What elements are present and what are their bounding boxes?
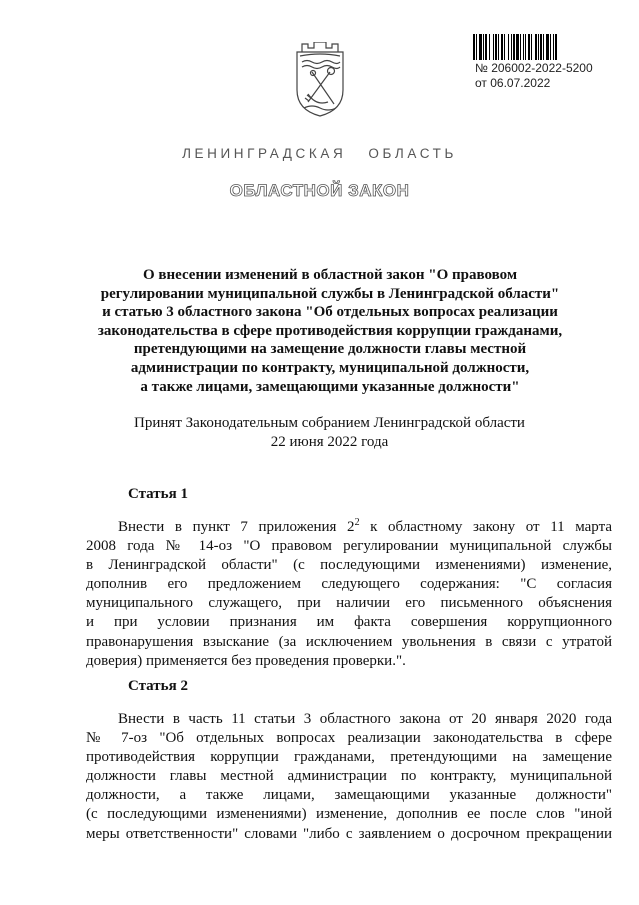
law-title-line: а также лицами, замещающими указанные должности" <box>140 378 520 395</box>
barcode <box>473 34 618 60</box>
law-title-line: законодательства в сфере противодействия коррупции гражданами, <box>97 322 563 339</box>
article-2-text <box>86 710 612 844</box>
text-fragment: к областному закону от 11 марта <box>359 519 613 535</box>
registration-number: № 206002-2022-5200 <box>475 61 593 75</box>
adoption-note <box>0 414 639 452</box>
law-title-line: регулировании муниципальной службы в Ленинградской области" <box>100 285 560 302</box>
paragraph-line: № 7-оз "Об отдельных вопросах реализации законодательства в сфере <box>86 730 612 747</box>
document-type: ОБЛАСТНОЙ ЗАКОН <box>229 181 410 200</box>
paragraph-line: 2008 года № 14-оз "О правовом регулировании муниципальной службы <box>86 538 612 555</box>
paragraph-line: противодействия коррупции гражданами, претендующими на замещение <box>86 749 612 766</box>
paragraph-line: дополнив его предложением следующего содержания: "С согласия <box>86 576 612 593</box>
article-1-heading: Статья 1 <box>128 486 188 502</box>
law-title-line: претендующими на замещение должности главы местной <box>133 341 527 358</box>
article-2-heading: Статья 2 <box>128 678 188 694</box>
region-name: ЛЕНИНГРАДСКАЯ ОБЛАСТЬ <box>182 146 457 161</box>
adoption-date: 22 июня 2022 года <box>270 434 389 450</box>
barcode-bar <box>557 34 558 60</box>
superscript: 2 <box>354 517 360 528</box>
paragraph-line: Внести в часть 11 статьи 3 областного закона от 20 января 2020 года <box>118 711 612 727</box>
adoption-body: Принят Законодательным собранием Ленинградской области <box>134 415 525 431</box>
law-title <box>90 266 570 396</box>
paragraph-line: правонарушения взыскание (за исключением увольнения в связи с утратой <box>86 633 612 650</box>
paragraph-line: и при условии признания им факта совершения коррупционного <box>86 614 612 631</box>
registration-date: от 06.07.2022 <box>475 76 551 90</box>
paragraph-line: (с последующими изменениями) изменение, дополнив ее после слов "иной <box>86 806 612 823</box>
paragraph-line: в Ленинградской области" (с последующими изменениями) изменение, <box>86 557 612 574</box>
paragraph-line: доверия) применяется без проведения проверки.". <box>86 652 406 669</box>
paragraph-line: муниципального служащего, при наличии его письменного объяснения <box>86 595 612 612</box>
registration-info <box>475 61 593 91</box>
paragraph-line: меры ответственности" словами "либо с заявлением о досрочном прекращении <box>86 825 612 842</box>
paragraph-line: должности, а также лицами, замещающими указанные должности" <box>86 787 612 804</box>
paragraph-line <box>86 518 612 537</box>
paragraph-line: должности главы местной администрации по контракту, муниципальной <box>86 768 612 785</box>
law-title-line: и статью 3 областного закона "Об отдельных вопросах реализации <box>102 304 558 321</box>
law-title-line: администрации по контракту, муниципальной должности, <box>130 359 530 376</box>
law-title-line: О внесении изменений в областной закон "О правовом <box>142 267 518 283</box>
text-fragment: Внести в пункт 7 приложения 2 <box>118 519 355 535</box>
coat-of-arms-icon <box>294 42 346 118</box>
article-1-text <box>86 518 612 671</box>
